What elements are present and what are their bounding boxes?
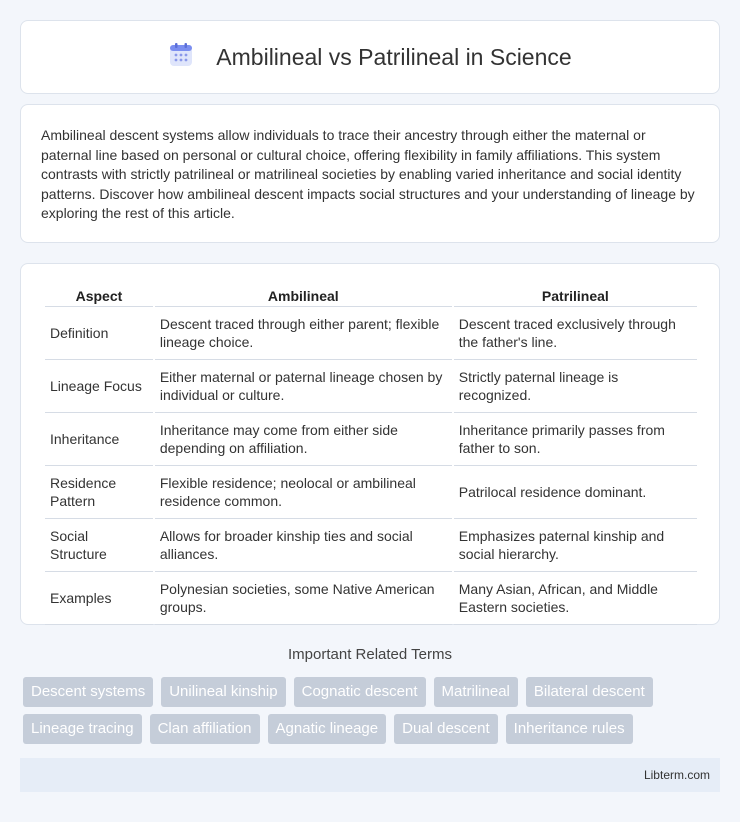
table-cell: Patrilocal residence dominant.	[454, 466, 697, 519]
table-cell: Inheritance may come from either side depending on affiliation.	[155, 413, 452, 466]
table-cell: Either maternal or paternal lineage chosen by individual or culture.	[155, 360, 452, 413]
table-cell: Descent traced exclusively through the father's line.	[454, 307, 697, 360]
comparison-table-card	[20, 263, 720, 625]
table-row	[45, 519, 697, 572]
table-row	[45, 572, 697, 625]
column-header: Ambilineal	[155, 284, 452, 307]
table-cell: Emphasizes paternal kinship and social hierarchy.	[454, 519, 697, 572]
column-header: Aspect	[45, 284, 153, 307]
related-term-tag[interactable]: Inheritance rules	[506, 714, 633, 744]
table-cell: Examples	[45, 572, 153, 625]
table-row	[45, 307, 697, 360]
table-cell: Strictly paternal lineage is recognized.	[454, 360, 697, 413]
intro-card	[20, 104, 720, 243]
header-card	[20, 20, 720, 94]
table-cell: Definition	[45, 307, 153, 360]
table-cell: Inheritance	[45, 413, 153, 466]
column-header: Patrilineal	[454, 284, 697, 307]
related-term-tag[interactable]: Clan affiliation	[150, 714, 260, 744]
intro-text: Ambilineal descent systems allow individuals to trace their ancestry through either the maternal or paternal line based on personal or cultural choice, offering flexibility in family affiliations. This system contrasts with strictly patrilineal or matrilineal societies by enabling varied inheritance and social identity patterns. Discover how ambilineal descent impacts social structures and your understanding of lineage by exploring the rest of this article.	[41, 127, 695, 222]
related-term-tag[interactable]: Agnatic lineage	[268, 714, 387, 744]
related-term-tag[interactable]: Cognatic descent	[294, 677, 426, 707]
calendar-icon	[168, 42, 194, 73]
table-cell: Lineage Focus	[45, 360, 153, 413]
table-row	[45, 360, 697, 413]
table-cell: Many Asian, African, and Middle Eastern societies.	[454, 572, 697, 625]
related-terms-list	[23, 677, 723, 744]
table-row	[45, 466, 697, 519]
related-term-tag[interactable]: Bilateral descent	[526, 677, 653, 707]
table-cell: Allows for broader kinship ties and social alliances.	[155, 519, 452, 572]
comparison-table	[43, 284, 699, 625]
table-cell: Flexible residence; neolocal or ambilineal residence common.	[155, 466, 452, 519]
related-term-tag[interactable]: Matrilineal	[434, 677, 518, 707]
related-term-tag[interactable]: Dual descent	[394, 714, 498, 744]
related-term-tag[interactable]: Unilineal kinship	[161, 677, 285, 707]
table-header-row	[45, 284, 697, 307]
related-term-tag[interactable]: Lineage tracing	[23, 714, 142, 744]
table-cell: Polynesian societies, some Native American groups.	[155, 572, 452, 625]
footer	[20, 758, 720, 792]
table-cell: Residence Pattern	[45, 466, 153, 519]
page-title: Ambilineal vs Patrilineal in Science	[216, 43, 572, 70]
table-cell: Inheritance primarily passes from father to son.	[454, 413, 697, 466]
table-row	[45, 413, 697, 466]
footer-site-link[interactable]: Libterm.com	[643, 768, 710, 782]
related-terms-title: Important Related Terms	[288, 646, 452, 663]
related-term-tag[interactable]: Descent systems	[23, 677, 153, 707]
table-cell: Social Structure	[45, 519, 153, 572]
table-cell: Descent traced through either parent; flexible lineage choice.	[155, 307, 452, 360]
